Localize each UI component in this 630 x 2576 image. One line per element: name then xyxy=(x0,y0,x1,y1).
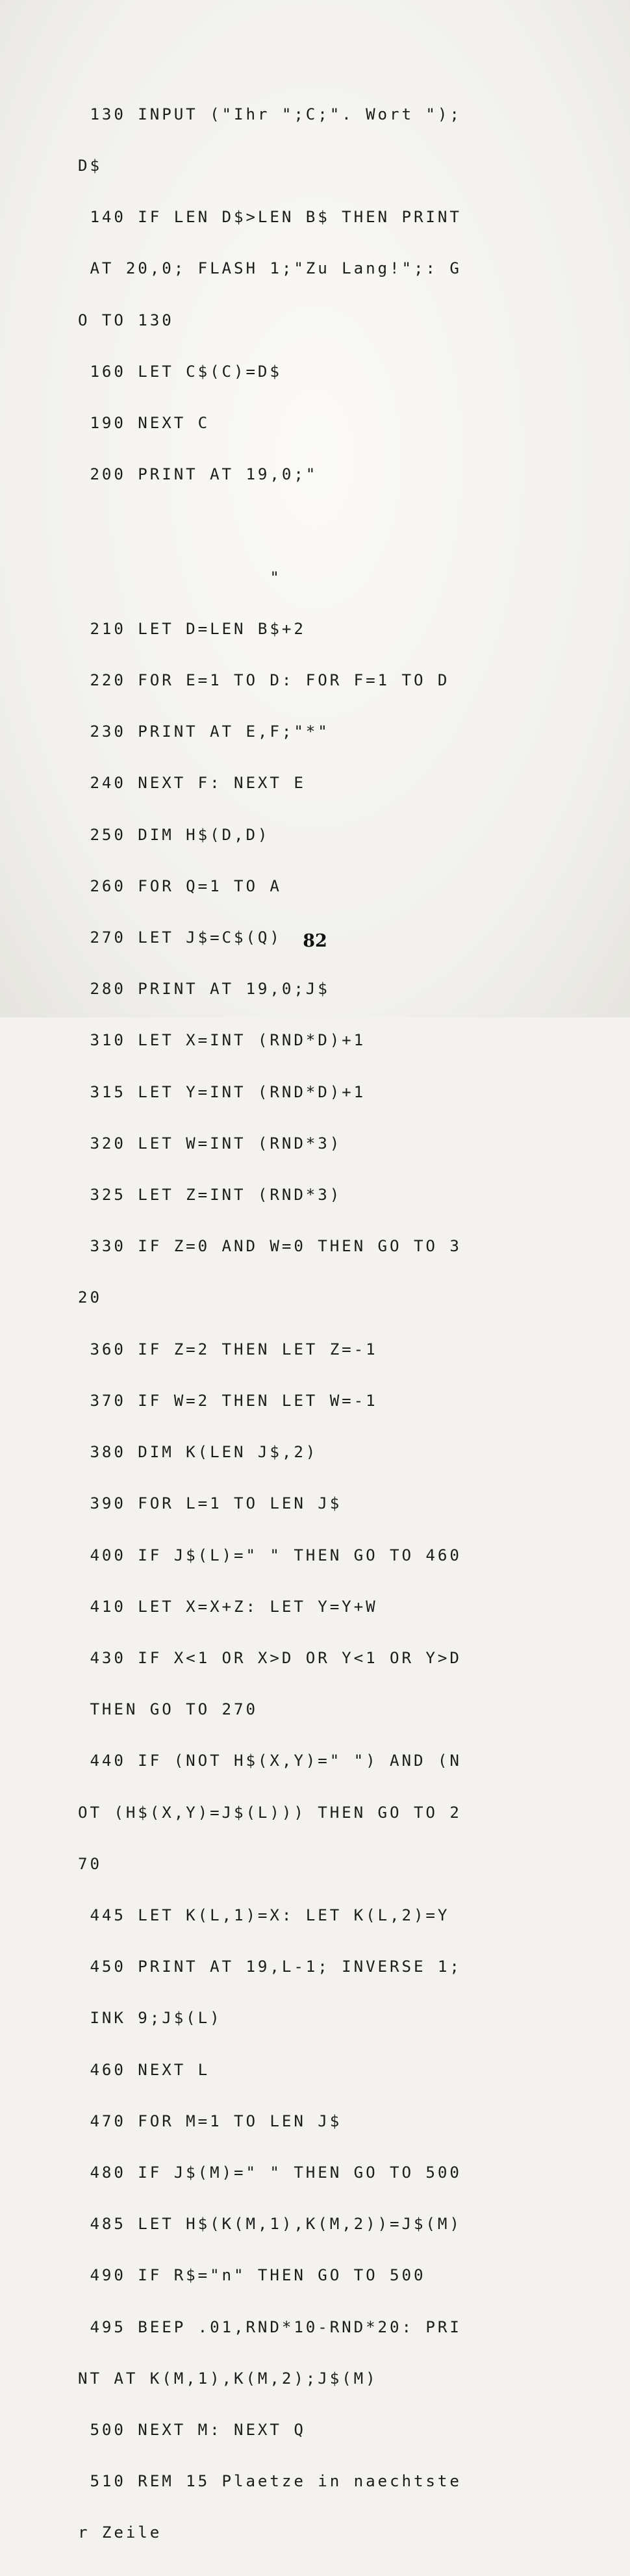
code-line: 70 xyxy=(78,1854,102,1873)
code-line: 410 LET X=X+Z: LET Y=Y+W xyxy=(78,1597,378,1616)
code-line: 370 IF W=2 THEN LET W=-1 xyxy=(78,1391,378,1410)
code-line: 480 IF J$(M)=" " THEN GO TO 500 xyxy=(78,2163,462,2182)
code-line: 400 IF J$(L)=" " THEN GO TO 460 xyxy=(78,1546,462,1564)
code-line: 140 IF LEN D$>LEN B$ THEN PRINT xyxy=(78,208,462,227)
code-line: 360 IF Z=2 THEN LET Z=-1 xyxy=(78,1340,378,1358)
code-line: 500 NEXT M: NEXT Q xyxy=(78,2420,306,2439)
code-line: OT (H$(X,Y)=J$(L))) THEN GO TO 2 xyxy=(78,1803,462,1822)
code-line: 200 PRINT AT 19,0;" xyxy=(78,465,318,484)
code-line: D$ xyxy=(78,157,102,175)
code-line: 20 xyxy=(78,1288,102,1307)
code-line: 430 IF X<1 OR X>D OR Y<1 OR Y>D xyxy=(78,1648,462,1667)
code-line: 220 FOR E=1 TO D: FOR F=1 TO D xyxy=(78,671,450,690)
code-line: NT AT K(M,1),K(M,2);J$(M) xyxy=(78,2369,378,2388)
code-line: 380 DIM K(LEN J$,2) xyxy=(78,1443,318,1462)
code-line: " xyxy=(78,568,282,587)
page-number: 82 xyxy=(303,931,327,951)
code-line: O TO 130 xyxy=(78,311,174,329)
code-line: 450 PRINT AT 19,L-1; INVERSE 1; xyxy=(78,1958,462,1976)
code-line: 315 LET Y=INT (RND*D)+1 xyxy=(78,1082,366,1101)
code-line: 390 FOR L=1 TO LEN J$ xyxy=(78,1494,342,1513)
code-line: 510 REM 15 Plaetze in naechtste xyxy=(78,2472,462,2491)
code-line: THEN GO TO 270 xyxy=(78,1700,258,1719)
code-line: 325 LET Z=INT (RND*3) xyxy=(78,1186,342,1205)
code-line: r Zeile xyxy=(78,2523,162,2542)
code-line: INK 9;J$(L) xyxy=(78,2009,222,2028)
code-line: 330 IF Z=0 AND W=0 THEN GO TO 3 xyxy=(78,1237,462,1256)
basic-code-listing xyxy=(78,71,494,2576)
code-line xyxy=(78,517,494,534)
code-line: 250 DIM H$(D,D) xyxy=(78,825,270,844)
code-line: 320 LET W=INT (RND*3) xyxy=(78,1134,342,1153)
code-line: 130 INPUT ("Ihr ";C;". Wort "); xyxy=(78,105,462,123)
code-line: 310 LET X=INT (RND*D)+1 xyxy=(78,1031,366,1050)
code-line: 460 NEXT L xyxy=(78,2060,210,2079)
code-line: 280 PRINT AT 19,0;J$ xyxy=(78,980,330,999)
code-line: 270 LET J$=C$(Q) xyxy=(78,928,282,947)
code-line: 470 FOR M=1 TO LEN J$ xyxy=(78,2111,342,2130)
code-line: 190 NEXT C xyxy=(78,414,210,433)
code-line: 240 NEXT F: NEXT E xyxy=(78,774,306,793)
code-line: 210 LET D=LEN B$+2 xyxy=(78,619,306,638)
code-line: 485 LET H$(K(M,1),K(M,2))=J$(M) xyxy=(78,2215,462,2234)
code-line: 490 IF R$="n" THEN GO TO 500 xyxy=(78,2266,426,2285)
code-line: 160 LET C$(C)=D$ xyxy=(78,362,282,381)
code-line: 440 IF (NOT H$(X,Y)=" ") AND (N xyxy=(78,1752,462,1770)
code-line: 495 BEEP .01,RND*10-RND*20: PRI xyxy=(78,2317,462,2336)
code-line: AT 20,0; FLASH 1;"Zu Lang!";: G xyxy=(78,259,462,278)
code-line: 445 LET K(L,1)=X: LET K(L,2)=Y xyxy=(78,1906,450,1924)
code-line: 260 FOR Q=1 TO A xyxy=(78,876,282,895)
code-line: 230 PRINT AT E,F;"*" xyxy=(78,722,330,741)
